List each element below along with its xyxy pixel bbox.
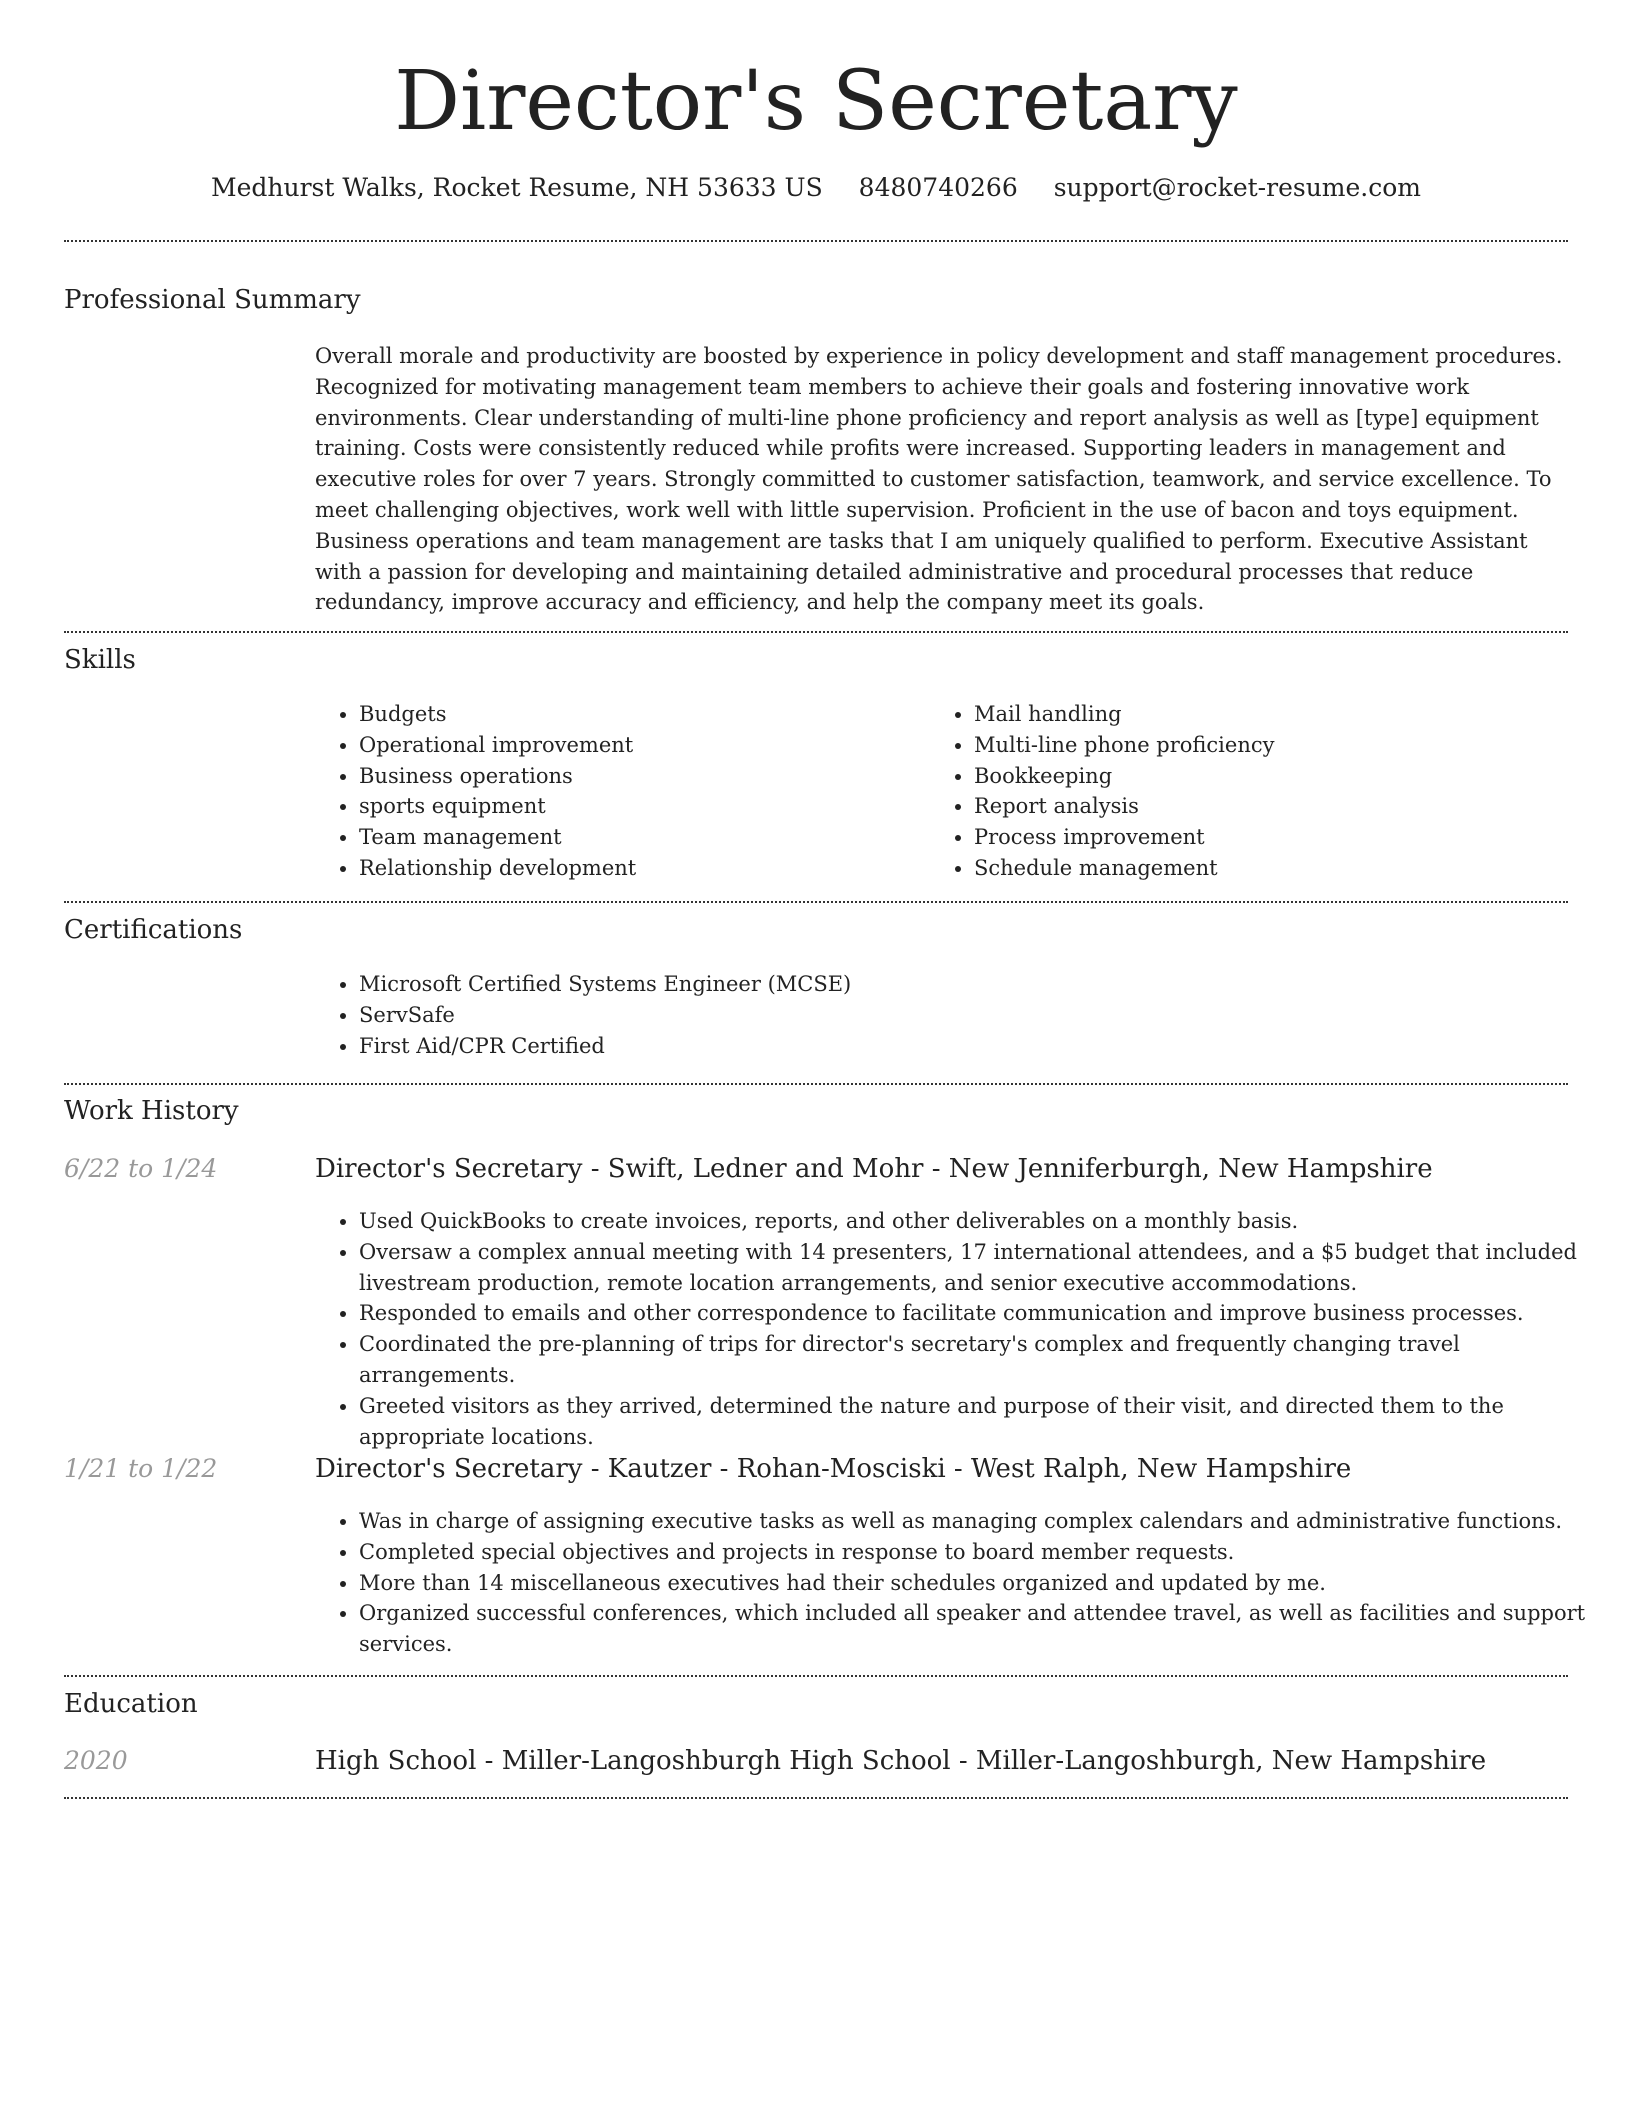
contact-email: support@rocket-resume.com — [1053, 173, 1421, 202]
resume-name: Director's Secretary — [394, 54, 1238, 149]
skills-list-right — [930, 699, 1574, 884]
job-bullet: • Greeted visitors as they arrived, determined the nature and purpose of their visit, and directed them to the appropriate locations. — [359, 1391, 1612, 1453]
divider — [64, 1083, 1568, 1085]
job-bullet: • Used QuickBooks to create invoices, reports, and other deliverables on a monthly basis. — [359, 1206, 1612, 1237]
job-bullet: • More than 14 miscellaneous executives had their schedules organized and updated by me. — [359, 1568, 1612, 1599]
contact-line — [0, 170, 1632, 206]
skill-item: • Schedule management — [974, 853, 1574, 884]
divider — [64, 631, 1568, 633]
education-entry: High School - Miller-Langoshburgh High School - Miller-Langoshburgh, New Hampshire — [315, 1746, 1487, 1776]
skill-item: • Operational improvement — [359, 730, 919, 761]
work-history-heading: Work History — [64, 1096, 239, 1126]
job-bullet: • Was in charge of assigning executive tasks as well as managing complex calendars and administrative functions. — [359, 1506, 1612, 1537]
contact-phone: 8480740266 — [858, 173, 1018, 202]
certifications-heading: Certifications — [64, 915, 243, 945]
skill-item: • Report analysis — [974, 791, 1574, 822]
job-date: 1/21 to 1/22 — [64, 1454, 218, 1483]
skill-item: • Team management — [359, 822, 919, 853]
education-date: 2020 — [64, 1746, 128, 1775]
job-bullet: • Responded to emails and other correspondence to facilitate communication and improve business processes. — [359, 1298, 1612, 1329]
job-title: Director's Secretary - Kautzer - Rohan-Mosciski - West Ralph, New Hampshire — [315, 1454, 1352, 1484]
skills-list-left — [315, 699, 919, 884]
education-heading: Education — [64, 1689, 198, 1719]
skill-item: • Relationship development — [359, 853, 919, 884]
divider — [64, 1797, 1568, 1799]
job-bullet: • Organized successful conferences, which included all speaker and attendee travel, as well as facilities and support services. — [359, 1598, 1612, 1660]
certifications-list — [315, 969, 1559, 1061]
job-bullet: • Completed special objectives and projects in response to board member requests. — [359, 1537, 1612, 1568]
summary-text: Overall morale and productivity are boosted by experience in policy development and staff management procedures. Recognized for motivating management team members to achieve their goals and fostering innovative work environments. Clear understanding of multi-line phone proficiency and report analysis as well as [type] equipment training. Costs were consistently reduced while profits were increased. Supporting leaders in management and executive roles for over 7 years. Strongly committed to customer satisfaction, teamwork, and service excellence. To meet challenging objectives, work well with little supervision. Proficient in the use of bacon and toys equipment. Business operations and team management are tasks that I am uniquely qualified to perform. Executive Assistant with a passion for developing and maintaining detailed administrative and procedural processes that reduce redundancy, improve accuracy and efficiency, and help the company meet its goals. — [315, 344, 1563, 615]
contact-address: Medhurst Walks, Rocket Resume, NH 53633 US — [211, 173, 823, 202]
job-bullet: • Oversaw a complex annual meeting with 14 presenters, 17 international attendees, and a $5 budget that included livestream production, remote location arrangements, and senior executive accommodations. — [359, 1237, 1612, 1299]
skill-item: • sports equipment — [359, 791, 919, 822]
skill-item: • Process improvement — [974, 822, 1574, 853]
divider — [64, 240, 1568, 242]
divider — [64, 901, 1568, 903]
job-title: Director's Secretary - Swift, Ledner and Mohr - New Jenniferburgh, New Hampshire — [315, 1154, 1433, 1184]
skill-item: • Mail handling — [974, 699, 1574, 730]
job-bullets — [315, 1206, 1612, 1452]
job-bullets — [315, 1506, 1612, 1660]
summary-heading: Professional Summary — [64, 285, 361, 315]
job-date: 6/22 to 1/24 — [64, 1154, 218, 1183]
job-bullet: • Coordinated the pre-planning of trips for director's secretary's complex and frequently changing travel arrangements. — [359, 1329, 1612, 1391]
skill-item: • Budgets — [359, 699, 919, 730]
certification-item: • Microsoft Certified Systems Engineer (MCSE) — [359, 969, 1559, 1000]
skill-item: • Multi-line phone proficiency — [974, 730, 1574, 761]
skills-heading: Skills — [64, 645, 136, 675]
divider — [64, 1675, 1568, 1677]
certification-item: • First Aid/CPR Certified — [359, 1031, 1559, 1062]
certification-item: • ServSafe — [359, 1000, 1559, 1031]
skill-item: • Business operations — [359, 761, 919, 792]
skill-item: • Bookkeeping — [974, 761, 1574, 792]
